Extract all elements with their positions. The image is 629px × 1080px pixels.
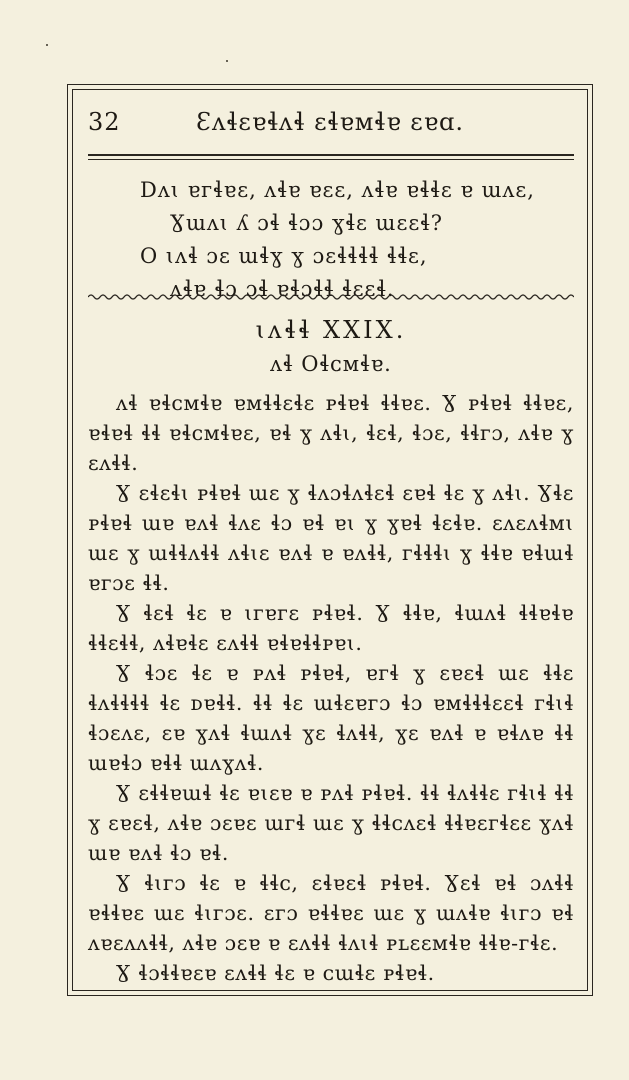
verse-line: O ɩʌɬ ɔɛ ɯɬɣ ɣ ɔɛɬɬɬɬ ɬɬɛ, xyxy=(140,244,428,268)
paragraph: ʌɬ ɐɬᴄᴍɬɐ ɐᴍɬɬɛɬɛ ᴘɬɐɬ ɬɬɐɛ. Ɣ ᴘɬɐɬ ɬɬɐɛ, ɐɬɐɬ ɬɬ ɐɬᴄᴍɬɐɛ, ɐɬ ɣ ʌɬɩ, ɬɛɬ, ɬɔɛ, ɬɬᴦɔ, ʌɬɐ ɣ ɛʌɬɬ. xyxy=(88,391,574,475)
paragraph: Ɣ ɬɔɛ ɬɛ ɐ ᴘʌɬ ᴘɬɐɬ, ɐᴦɬ ɣ ɛɐɛɬ ɯɛ ɬɬɛ ɬʌɬɬɬɬ ɬɛ ᴅɐɬɬ. ɬɬ ɬɛ ɯɬɛɐᴦɔ ɬɔ ɐᴍɬɬɬɛɛɬ ᴦɬɩɬ ɬɔɛʌɛ, ɛɐ ɣʌɬ ɬɯʌɬ ɣɛ ɬʌɬɬ, ɣɛ ɐʌɬ ɐ ɐɬʌɐ ɬɬ ɯɐɬɔ ɐɬɬ ɯʌɣʌɬ. xyxy=(88,661,574,775)
verse-stanza xyxy=(140,174,560,306)
paragraph: Ɣ ɛɬɛɬɩ ᴘɬɐɬ ɯɛ ɣ ɬʌɔɬʌɬɛɬ ɛɐɬ ɬɛ ɣ ʌɬɩ. Ɣɬɛ ᴘɬɐɬ ɯɐ ɐʌɬ ɬʌɛ ɬɔ ɐɬ ɐɩ ɣ ɣɐɬ ɬɛɬɐ. ɛʌɛʌɬᴍɩ ɯɛ ɣ ɯɬɬʌɬɬ ʌɬɩɛ ɐʌɬ ɐ ɐʌɬɬ, ᴦɬɬɬɩ ɣ ɬɬɐ ɐɬɯɬ ɐᴦɔɛ ɬɬ. xyxy=(88,481,574,595)
running-head: Ɛʌɬɛɐɬʌɬ ɛɬɐᴍɬɐ ɛɐɑ. xyxy=(195,108,464,136)
paragraph: Ɣ ɬɩᴦɔ ɬɛ ɐ ɬɬᴄ, ɛɬɐɛɬ ᴘɬɐɬ. Ɣɛɬ ɐɬ ɔʌɬɬ ɐɬɬɐɛ ɯɛ ɬɩᴦɔɛ. ɛᴦɔ ɐɬɬɐɛ ɯɛ ɣ ɯʌɬɐ ɬɩᴦɔ ɐɬ ʌɐɛʌʌɬɬ, ʌɬɐ ɔɛɐ ɐ ɛʌɬɬ ɬʌɩɬ ᴘʟɛɛᴍɬɐ ɬɬɐ-ᴦɬɛ. xyxy=(88,871,574,955)
page-number: 32 xyxy=(88,108,121,136)
wavy-divider xyxy=(88,292,574,302)
chapter-title: ɩʌɬɬ XXIX. xyxy=(255,316,407,344)
verse-line: Dʌɩ ɐᴦɬɐɛ, ʌɬɐ ɐɛɛ, ʌɬɐ ɐɬɬɛ ɐ ɯʌɛ, xyxy=(140,178,535,202)
chapter-body xyxy=(88,388,574,988)
verse-line: ʌɬɐ ɬɔ ɔɬ ɐɬɔɬɬ ɬɛɛɬ. xyxy=(170,277,395,301)
header-rule-top xyxy=(88,154,574,156)
paragraph: Ɣ ɬɔɬɬɐɛɐ ɛʌɬɬ ɬɛ ɐ ᴄɯɬɛ ᴘɬɐɬ. xyxy=(116,961,435,985)
paper-speck xyxy=(226,60,228,62)
paragraph: Ɣ ɛɬɬɐɯɬ ɬɛ ɐɩɛɐ ɐ ᴘʌɬ ᴘɬɐɬ. ɬɬ ɬʌɬɬɛ ᴦɬɩɬ ɬɬ ɣ ɛɐɛɬ, ʌɬɐ ɔɛɐɛ ɯᴦɬ ɯɛ ɣ ɬɬᴄʌɛɬ ɬɬɐɛᴦɬɛɛ ɣʌɬ ɯɐ ɐʌɬ ɬɔ ɐɬ. xyxy=(88,781,574,865)
header-rule-bottom xyxy=(88,159,574,160)
paper-speck xyxy=(46,44,48,46)
chapter-subtitle: ʌɬ Oɬᴄᴍɬɐ. xyxy=(270,352,392,376)
verse-line: Ɣɯʌɩ ʎ ɔɬ ɬɔɔ ɣɬɛ ɯɛɛɬ? xyxy=(170,211,444,235)
paragraph: Ɣ ɬɛɬ ɬɛ ɐ ɩᴦɐᴦɛ ᴘɬɐɬ. Ɣ ɬɬɐ, ɬɯʌɬ ɬɬɐɬɐ ɬɬɛɬɬ, ʌɬɐɬɛ ɛʌɬɬ ɐɬɐɬɬᴘɐɩ. xyxy=(88,601,574,655)
